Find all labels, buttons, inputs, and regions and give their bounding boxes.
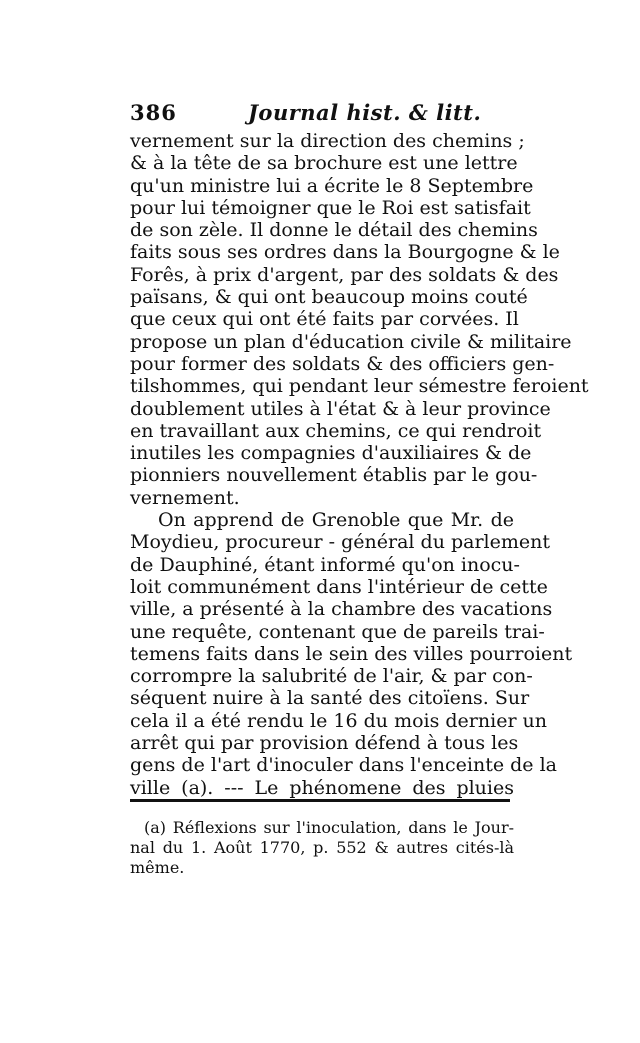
footnote-line: (a) Réflexions sur l'inoculation, dans le Jour- — [144, 818, 514, 837]
text-line: Forês, à prix d'argent, par des soldats & des — [130, 263, 559, 286]
footnote-line: nal du 1. Août 1770, p. 552 & autres cités-là — [130, 838, 514, 857]
text-line: tilshommes, qui pendant leur sémestre feroient — [130, 375, 589, 398]
running-head — [130, 100, 514, 130]
text-line: païsans, & qui ont beaucoup moins couté — [130, 286, 528, 309]
paragraph-start-line: On apprend de Grenoble que Mr. de — [158, 509, 514, 532]
running-title: Journal hist. & litt. — [248, 100, 482, 125]
text-line: pour former des soldats & des officiers gen- — [130, 352, 555, 375]
text-line: que ceux qui ont été faits par corvées. Il — [130, 308, 519, 331]
text-line: une requête, contenant que de pareils trai- — [130, 620, 545, 643]
text-line: gens de l'art d'inoculer dans l'enceinte de la — [130, 754, 557, 777]
text-line: faits sous ses ordres dans la Bourgogne & le — [130, 241, 560, 264]
page-number: 386 — [130, 100, 177, 125]
text-line: vernement sur la direction des chemins ; — [130, 130, 525, 152]
text-line: Moydieu, procureur - général du parlement — [130, 531, 551, 554]
text-line: pionniers nouvellement établis par le gou- — [130, 464, 538, 487]
text-line: temens faits dans le sein des villes pourroient — [130, 642, 573, 665]
text-line: cela il a été rendu le 16 du mois dernier un — [130, 709, 548, 732]
text-line: de Dauphiné, étant informé qu'on inocu- — [130, 553, 520, 576]
text-line: inutiles les compagnies d'auxiliaires & de — [130, 442, 532, 465]
text-line: de son zèle. Il donne le détail des chemins — [130, 219, 538, 242]
text-line: loit communément dans l'intérieur de cette — [130, 575, 548, 598]
text-line: pour lui témoigner que le Roi est satisfait — [130, 196, 531, 219]
text-line: ville, a présenté à la chambre des vacations — [130, 598, 553, 621]
text-line: ville (a). --- Le phénomene des pluies — [130, 776, 514, 799]
text-line: & à la tête de sa brochure est une lettre — [130, 152, 518, 175]
text-line: propose un plan d'éducation civile & militaire — [130, 330, 572, 353]
text-line: en travaillant aux chemins, ce qui rendroit — [130, 419, 542, 442]
text-line: corrompre la salubrité de l'air, & par con- — [130, 665, 533, 688]
footnote-divider — [130, 799, 510, 802]
text-line: doublement utiles à l'état & à leur province — [130, 397, 551, 420]
footnote — [130, 818, 514, 878]
body-text — [130, 130, 589, 799]
text-line: arrêt qui par provision défend à tous les — [130, 732, 519, 755]
text-line: vernement. — [130, 486, 240, 509]
text-line: séquent nuire à la santé des citoïens. Sur — [130, 687, 530, 710]
text-line: qu'un ministre lui a écrite le 8 Septembre — [130, 174, 534, 197]
footnote-line: même. — [130, 858, 185, 877]
